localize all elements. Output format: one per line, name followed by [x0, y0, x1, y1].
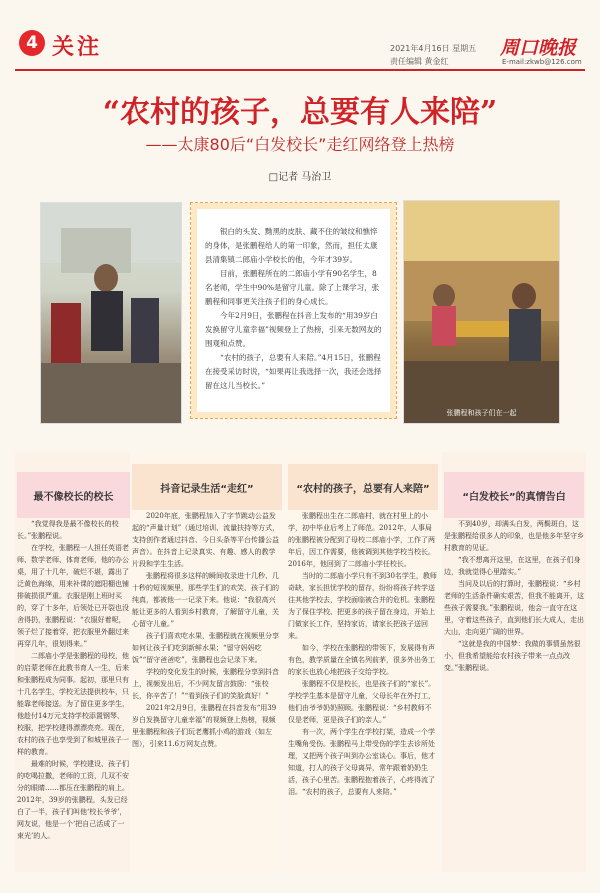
- contact-email: E-mail:zkwb@126.com: [502, 58, 582, 66]
- column-paragraph: “这就是我的中国梦：我做的事情虽然很小，但我希望能给农村孩子带来一点点改变。”张鹏程说。: [444, 640, 581, 672]
- column-paragraph: 学校的变化发生的时候，张鹏程分享到抖音上，视频发出后，不少网友留言鼓励：“张校长，你辛苦了！”“看到孩子们的笑脸真好！”: [132, 668, 279, 700]
- issue-date: 2021年4月16日 星期五: [390, 44, 477, 53]
- column-paragraph: 不到40岁，却满头白发，两鬓斑白，这是张鹏程给很多人的印象，也是他多年坚守乡村教育的见证。: [444, 520, 584, 552]
- column-paragraph: 2021年2月9日，张鹏程在抖音发布“用39岁白发换留守儿童幸福”的视频登上热榜，视频里张鹏程和孩子们玩老鹰抓小鸡的游戏（如左图），引来11.6万网友点赞。: [132, 704, 277, 748]
- issue-info: [390, 42, 500, 68]
- photo-illustration: [41, 203, 181, 423]
- column-paragraph: 孩子们喜欢吃水果，张鹏程就在视频里分享如何让孩子们吃到新鲜水果；“留守妈妈吃饭”“留守爸爸吃”，张鹏程也会记录下来。: [132, 632, 279, 664]
- column-heading: “白发校长”的真情告白: [444, 472, 584, 518]
- newspaper-logo: 周口晚报: [500, 37, 577, 59]
- article-headline: “农村的孩子，总要有人来陪”: [102, 95, 498, 130]
- column-paragraph: 当时的二郎庙小学只有不到30名学生，教师奇缺，家长担忧学校的留存，纷纷将孩子转学送往其他学校去，学校面临被合并的危机。张鹏程为了保住学校、把更多的孩子留在身边，开始上门做家长工作，坚持家访，请家长把孩子送回来。: [288, 572, 437, 640]
- intro-paragraph: 今年2月9日，张鹏程在抖音上发布的“用39岁白发换留守儿童幸福”视频登上了热榜，引来无数网友的围观和点赞。: [205, 311, 382, 348]
- photo-illustration: [404, 201, 559, 423]
- article-byline: □记者 马治卫: [268, 172, 332, 183]
- column-section-4: [444, 472, 584, 674]
- column-paragraph: 在学校，张鹏程一人担任英语老师、数学老师、体育老师，他的办公桌，用了十几年，破烂不堪，露出了泛黄色海绵，用来补课的遮阳棚也铺排破损很严重。衣服是刚上班时买的，穿了十多年，后领处已开裂也没舍得扔，张鹏程说：“衣服好着呢，领子烂了接着穿，把衣服里外翻过来再穿几年，很划得来。”: [17, 544, 129, 648]
- intro-paragraph: “农村的孩子，总要有人来陪。”4月15日，张鹏程在接受采访时说，“如果再让我选择一次，我还会选择留在这儿当校长。”: [205, 353, 382, 390]
- column-paragraph: “我不想离开这里，在这里，在孩子们身边，我就觉得心里踏实。”: [444, 556, 581, 576]
- photo-principal-and-children: [403, 200, 560, 424]
- column-paragraph: 2020年底，张鹏程加入了字节跳动公益发起的“声量计划”（通过培训、流量扶持等方式，支持创作者通过抖音、今日头条等平台传播公益声音）。在抖音上记录真实、有趣、感人的教学片段和学生生活。: [132, 512, 280, 568]
- article-subheadline: ——太康80后“白发校长”走红网络登上热榜: [145, 135, 455, 154]
- column-heading: 抖音记录生活“走红”: [132, 464, 282, 510]
- column-paragraph: 如今，学校在张鹏程的带领下，发展得有声有色，教学质量在全镇名列前茅，很多外出务工的家长也放心地把孩子交给学校。: [288, 644, 435, 676]
- intro-paragraph: 目前，张鹏程所在的二郎庙小学有90名学生，8名老师，学生中90%是留守儿童。除了上课学习，张鹏程和同事更关注孩子们的身心成长。: [205, 269, 380, 306]
- column-paragraph: 张鹏程出生在二郎庙村，就在村里上的小学，初中毕业后考上了师范。2012年，人事局的张鹏程被分配到了母校二郎庙小学，工作了两年后，因工作需要，他被调到其他学校当校长。2016年，他回到了二郎庙小学任校长。: [288, 512, 435, 568]
- page-number-badge: 4: [19, 30, 45, 56]
- column-paragraph: 当问及以后的打算时，张鹏程说：“乡村老师的生活条件确实艰苦，但我不能离开，这些孩子需要我。”张鹏程说，他会一直守在这里，守着这些孩子，直到他们长大成人，走出大山，走向更广阔的世界。: [444, 580, 584, 636]
- column-paragraph: “我觉得我是最不像校长的校长。”张鹏程说。: [17, 520, 119, 540]
- photo-right-caption: 张鹏程和孩子们在一起: [446, 409, 517, 417]
- column-paragraph: 最难的时候，学校建设、孩子们的吃喝拉撒，老师的工资，几双不安分的眼睛……都压在张鹏程的肩上。2012年，39岁的张鹏程，头发已经白了一半，孩子们叫他‘校长爷爷’，网友说，他是一个‘把自己活成了一束光’的人。: [17, 760, 129, 840]
- intro-paragraph: 银白的头发、黝黑的皮肤、藏不住的皱纹和憔悴的身体，是张鹏程给人的第一印象，然而，担任太康县清集镇二郎庙小学校长的他，今年才39岁。: [205, 227, 378, 264]
- column-paragraph: 有一次，两个学生在学校打架，造成一个学生嘴角受伤。张鹏程马上带受伤的学生去诊所处理，又把两个孩子叫到办公室谈心。事后，他才知道，打人的孩子父母离异，常年跟着奶奶生活，孩子心里苦。张鹏程抱着孩子，心疼得流了泪。“农村的孩子，总要有人来陪。”: [288, 728, 435, 796]
- header-rule: [15, 69, 585, 71]
- column-section-1: [17, 472, 130, 842]
- photo-principal-with-children: [40, 202, 182, 424]
- column-paragraph: 张鹏程将很多这样的瞬间收录进十几秒、几十秒的短视频里，那些学生们的欢笑、孩子们的纯真，都被他一一记录下来。他说：“我很高兴能让更多的人看到乡村教育，了解留守儿童，关心留守儿童。”: [132, 572, 279, 628]
- column-section-2: [132, 464, 282, 750]
- section-title: 关注: [52, 34, 103, 60]
- editor-credit: 责任编辑 黄金红: [390, 57, 449, 66]
- column-heading: “农村的孩子，总要有人来陪”: [288, 464, 438, 510]
- column-paragraph: 张鹏程不仅是校长，也是孩子们的“家长”。学校学生基本是留守儿童，父母长年在外打工，他们由爷爷奶奶照顾。张鹏程说：“乡村教师不仅是老师，更是孩子们的亲人。”: [288, 680, 436, 724]
- column-paragraph: 二郎庙小学是张鹏程的母校，他的启蒙老师在此教书育人一生，后来和张鹏程成为同事。起初，那里只有十几名学生，学校无法提供校车，只能靠老师接送。为了留住更多学生，他趁付14万元支持学校添置钢琴、校服，把学校建得漂漂亮亮。现在，农村的孩子也享受到了和城里孩子一样的教育。: [17, 652, 129, 756]
- article-intro-box: [190, 202, 397, 419]
- column-section-3: [288, 464, 438, 798]
- column-heading: 最不像校长的校长: [17, 472, 130, 518]
